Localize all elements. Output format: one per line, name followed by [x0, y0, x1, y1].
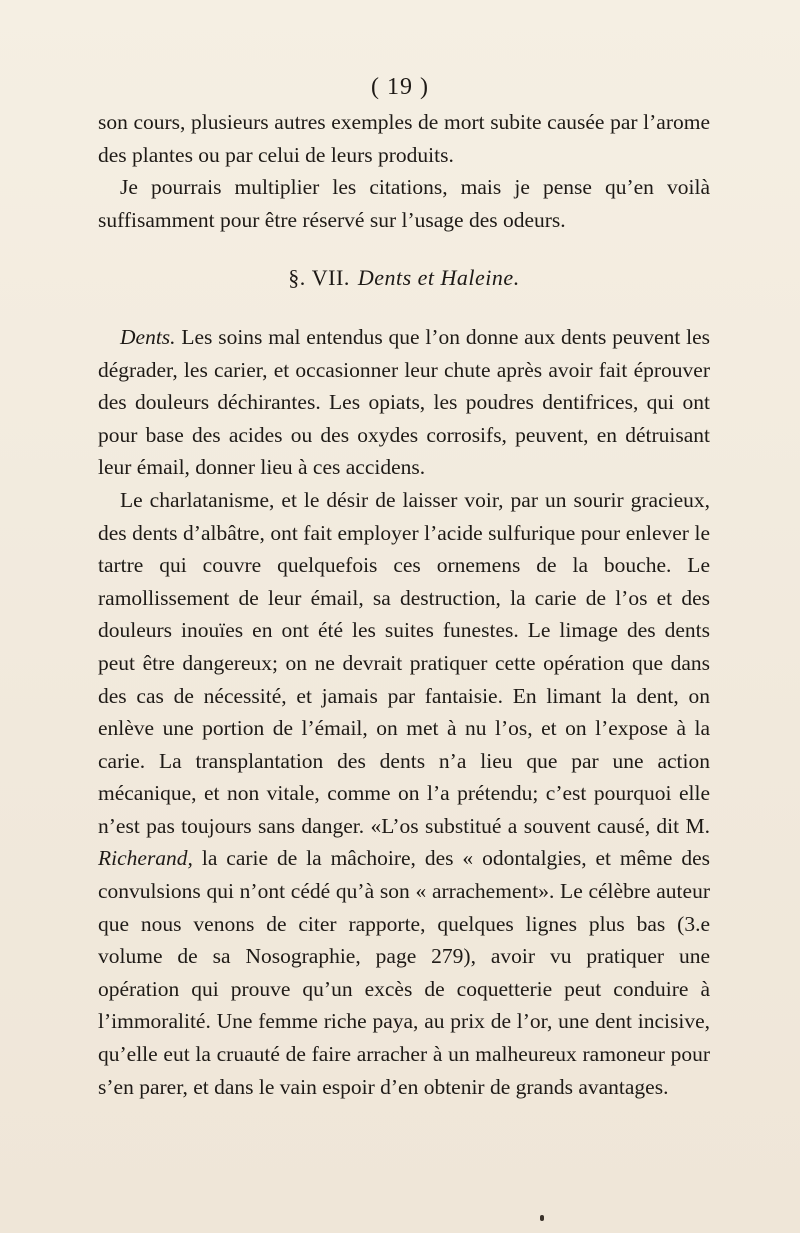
author-name: Richerand,: [98, 846, 193, 871]
paragraph-continuation: son cours, plusieurs autres exemples de mort subite causée par l’arome des plantes ou par celui de leurs produits.: [98, 110, 710, 167]
section-heading: [98, 262, 710, 295]
paragraph-charlatanisme-text: Le charlatanisme, et le désir de laisser voir, par un sourir gracieux, des dents d’albâtre, ont fait employer l’acide sulfurique pour enlever le tartre qui couvre quelquefois ces ornemens de la bouche. Le ramollissement de leur émail, sa destruction, la carie de l’os et des douleurs inouïes en ont été les suites funestes. Le limage des dents peut être dangereux; on ne devrait pratiquer cette opération que dans des cas de nécessité, et jamais par fantaisie. En limant la dent, on enlève une portion de l’émail, on met à nu l’os, et on l’expose à la carie. La transplantation des dents n’a lieu que par une action mécanique, et non vitale, comme on l’a prétendu; c’est pourquoi elle n’est pas toujours sans danger. «L’os substitué a souvent causé, dit M.: [98, 487, 710, 838]
page-number: ( 19 ): [371, 74, 429, 100]
section-number: VII.: [311, 265, 350, 291]
paragraph-charlatanisme-rest: la carie de la mâchoire, des « odontalgies, et même des convulsions qui n’ont cédé qu’à son « arrachement». Le célèbre auteur que nous venons de citer rapporte, quelques lignes plus bas (3.e volume de sa Nosographie, page 279), avoir vu pratiquer une opération qui prouve qu’un excès de coquetterie peut conduire à l’immoralité. Une femme riche paya, au prix de l’or, une dent incisive, qu’elle eut la cruauté de faire arracher à un malheureux ramoneur pour s’en parer, et dans le vain espoir d’en obtenir de grands avantages.: [98, 846, 710, 1099]
paragraph-citations: Je pourrais multiplier les citations, mais je pense qu’en voilà suffisamment pour être réservé sur l’usage des odeurs.: [98, 175, 710, 232]
section-title: Dents et Haleine.: [357, 265, 520, 291]
paragraph-lead: Dents.: [120, 324, 176, 349]
paragraph-teeth-intro: [98, 321, 710, 484]
ink-mark: [540, 1215, 544, 1221]
paragraph-teeth-intro-text: Les soins mal entendus que l’on donne aux dents peuvent les dégrader, les carier, et occasionner leur chute après avoir fait éprouver des douleurs déchirantes. Les opiats, les poudres dentifrices, qui ont pour base des acides ou des oxydes corrosifs, peuvent, en détruisant leur émail, donner lieu à ces accidens.: [98, 324, 710, 480]
paragraph-charlatanisme: [98, 484, 710, 1103]
section-symbol: §.: [288, 265, 306, 291]
body-text: [98, 106, 710, 1103]
